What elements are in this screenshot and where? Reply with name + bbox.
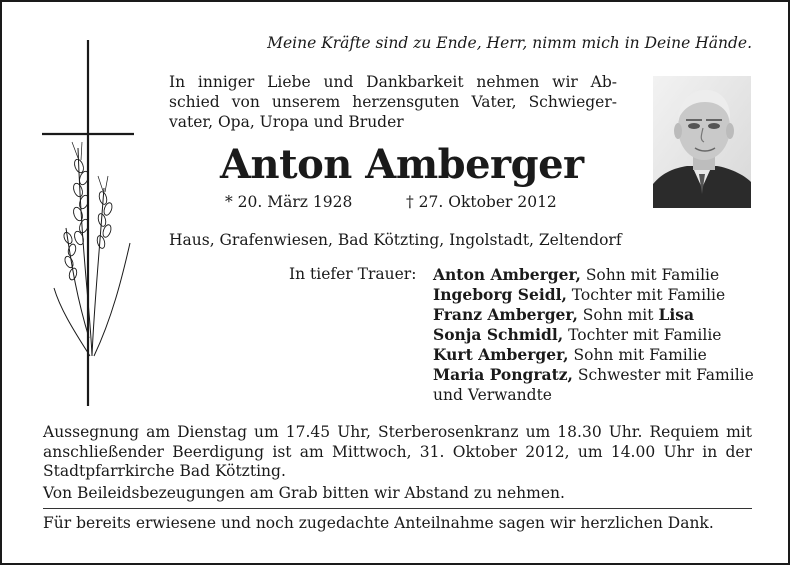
mourners-list [433,265,754,405]
service-line: Aussegnung am Dienstag um 17.45 Uhr, Sterberosenkranz um 18.30 Uhr. Requiem mit [43,423,752,441]
mourner-name: Sonja Schmidl, [433,325,564,344]
mourner-name: Maria Pongratz, [433,365,573,384]
intro-line: vater, Opa, Uropa und Bruder [169,113,404,131]
mourner-relation: Sohn mit Familie [580,266,720,284]
mourner-name: Anton Amberger, [433,265,581,284]
mourner-partner: Lisa [658,305,694,324]
service-line: anschließender Beerdigung ist am Mittwoch, 31. Oktober 2012, um 14.00 Uhr in der [43,442,752,461]
mourning-label: In tiefer Trauer: [289,265,417,283]
mourner-relation: Tochter mit Familie [563,326,722,344]
mourner-entry [433,345,754,365]
mourner-name: Franz Amberger, [433,305,578,324]
mourner-entry [433,325,754,345]
mourner-name: Ingeborg Seidl, [433,285,567,304]
service-details [43,423,752,482]
mourner-relation: Tochter mit Familie [566,286,726,304]
divider [43,508,752,509]
death-date: † 27. Oktober 2012 [406,193,557,211]
condolence-request: Von Beileidsbezeugungen am Grab bitten wir Abstand zu nehmen. [43,484,565,502]
motto-verse: Meine Kräfte sind zu Ende, Herr, nimm mich in Deine Hände. [267,34,752,52]
portrait-photo [653,76,751,208]
birth-date: * 20. März 1928 [225,193,353,211]
deceased-name: Anton Amberger [220,141,584,188]
intro-line: schied von unserem herzensguten Vater, Schwieger- [169,93,617,111]
cross-with-wheat-icon [32,38,142,408]
service-line: Stadtpfarrkirche Bad Kötzting. [43,462,286,480]
mourner-entry [433,305,754,325]
thanks-note: Für bereits erwiesene und noch zugedachte Anteilnahme sagen wir herzlichen Dank. [43,514,714,532]
mourners-closing: und Verwandte [433,386,552,404]
mourner-relation: Sohn mit Familie [568,346,707,364]
mourner-relation: Schwester mit Familie [572,366,754,384]
intro-line: In inniger Liebe und Dankbarkeit nehmen wir Ab- [169,73,617,91]
places-list: Haus, Grafenwiesen, Bad Kötzting, Ingolstadt, Zeltendorf [169,231,622,249]
mourner-entry [433,365,754,385]
intro-text [169,72,617,132]
mourner-entry [433,285,754,305]
mourner-relation: Sohn mit [577,306,659,324]
mourner-name: Kurt Amberger, [433,345,569,364]
mourner-entry [433,265,754,285]
